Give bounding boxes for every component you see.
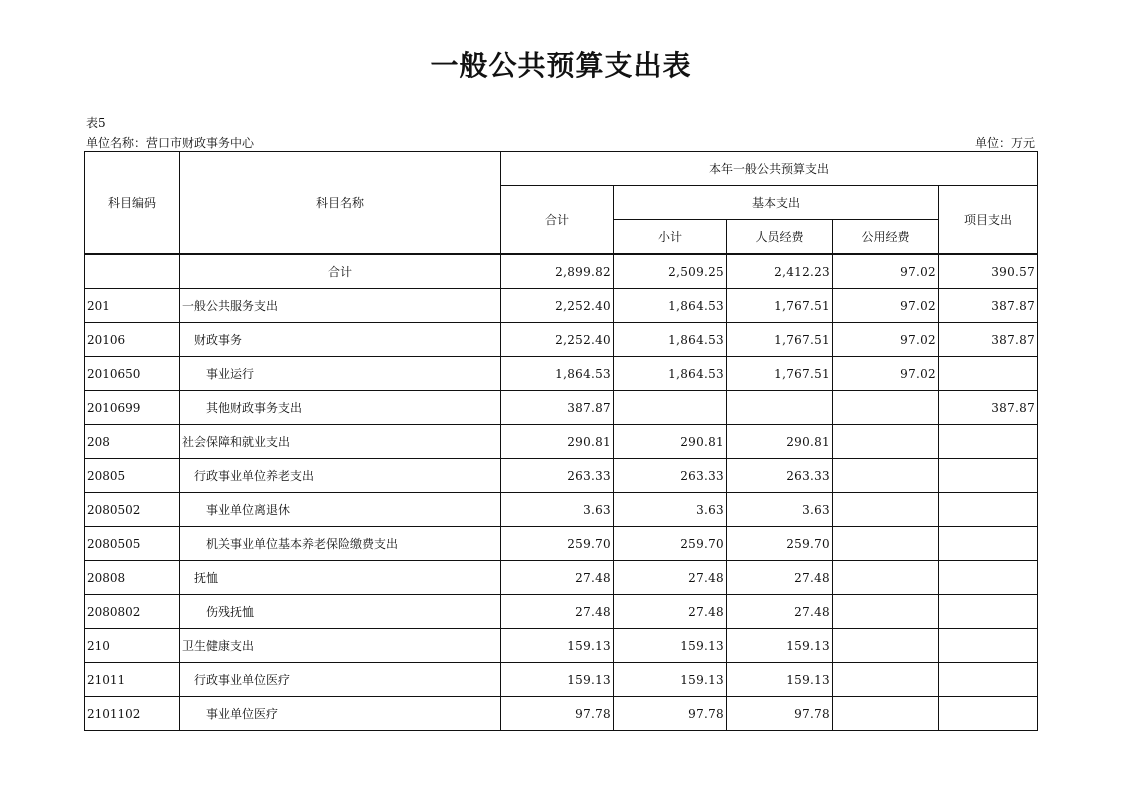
header-personnel: 人员经费 <box>727 220 833 255</box>
cell-public <box>833 697 939 731</box>
cell-subtotal: 259.70 <box>614 527 727 561</box>
cell-code: 210 <box>85 629 180 663</box>
cell-code: 20808 <box>85 561 180 595</box>
cell-code: 21011 <box>85 663 180 697</box>
header-total: 合计 <box>501 186 614 255</box>
cell-code: 2080802 <box>85 595 180 629</box>
cell-total: 387.87 <box>501 391 614 425</box>
header-group: 本年一般公共预算支出 <box>501 152 1038 186</box>
table-row <box>85 357 1038 391</box>
cell-code <box>85 254 180 289</box>
cell-public <box>833 561 939 595</box>
cell-subtotal: 3.63 <box>614 493 727 527</box>
unit-name: 单位名称：营口市财政事务中心 <box>86 136 255 150</box>
cell-personnel: 159.13 <box>727 629 833 663</box>
cell-name: 财政事务 <box>180 323 501 357</box>
table-row <box>85 254 1038 289</box>
table-row <box>85 289 1038 323</box>
cell-subtotal: 1,864.53 <box>614 357 727 391</box>
table-row <box>85 459 1038 493</box>
cell-personnel: 1,767.51 <box>727 323 833 357</box>
cell-project: 387.87 <box>939 323 1038 357</box>
cell-public <box>833 595 939 629</box>
header-code: 科目编码 <box>85 152 180 255</box>
table-row <box>85 527 1038 561</box>
cell-public <box>833 527 939 561</box>
cell-public <box>833 391 939 425</box>
cell-project <box>939 459 1038 493</box>
table-row <box>85 561 1038 595</box>
cell-project <box>939 357 1038 391</box>
cell-total: 2,252.40 <box>501 289 614 323</box>
cell-total: 263.33 <box>501 459 614 493</box>
table-row <box>85 391 1038 425</box>
cell-name: 行政事业单位医疗 <box>180 663 501 697</box>
cell-name: 抚恤 <box>180 561 501 595</box>
cell-project <box>939 697 1038 731</box>
table-row <box>85 629 1038 663</box>
cell-public: 97.02 <box>833 323 939 357</box>
currency-unit: 单位：万元 <box>974 136 1035 150</box>
header-subtotal: 小计 <box>614 220 727 255</box>
cell-personnel: 1,767.51 <box>727 289 833 323</box>
cell-subtotal: 263.33 <box>614 459 727 493</box>
cell-total: 259.70 <box>501 527 614 561</box>
cell-total: 290.81 <box>501 425 614 459</box>
cell-subtotal <box>614 391 727 425</box>
cell-public: 97.02 <box>833 289 939 323</box>
cell-project: 387.87 <box>939 391 1038 425</box>
cell-personnel: 27.48 <box>727 595 833 629</box>
cell-name: 事业单位离退休 <box>180 493 501 527</box>
cell-name: 社会保障和就业支出 <box>180 425 501 459</box>
cell-personnel: 263.33 <box>727 459 833 493</box>
cell-personnel: 159.13 <box>727 663 833 697</box>
cell-code: 2010699 <box>85 391 180 425</box>
table-number: 表5 <box>86 116 106 130</box>
cell-personnel <box>727 391 833 425</box>
cell-code: 2010650 <box>85 357 180 391</box>
cell-code: 2080502 <box>85 493 180 527</box>
table-row <box>85 323 1038 357</box>
cell-public: 97.02 <box>833 357 939 391</box>
header-basic: 基本支出 <box>614 186 939 220</box>
cell-total: 159.13 <box>501 629 614 663</box>
cell-project <box>939 527 1038 561</box>
cell-subtotal: 1,864.53 <box>614 323 727 357</box>
cell-subtotal: 290.81 <box>614 425 727 459</box>
cell-public <box>833 493 939 527</box>
cell-total: 97.78 <box>501 697 614 731</box>
cell-personnel: 97.78 <box>727 697 833 731</box>
cell-public <box>833 629 939 663</box>
cell-total: 159.13 <box>501 663 614 697</box>
cell-total: 27.48 <box>501 561 614 595</box>
cell-name: 机关事业单位基本养老保险缴费支出 <box>180 527 501 561</box>
header-name: 科目名称 <box>180 152 501 255</box>
cell-public <box>833 425 939 459</box>
cell-personnel: 2,412.23 <box>727 254 833 289</box>
table-body <box>85 254 1038 731</box>
cell-personnel: 290.81 <box>727 425 833 459</box>
cell-project <box>939 493 1038 527</box>
cell-code: 201 <box>85 289 180 323</box>
cell-total: 2,899.82 <box>501 254 614 289</box>
cell-subtotal: 2,509.25 <box>614 254 727 289</box>
cell-project <box>939 595 1038 629</box>
cell-project: 387.87 <box>939 289 1038 323</box>
cell-subtotal: 1,864.53 <box>614 289 727 323</box>
cell-code: 20106 <box>85 323 180 357</box>
cell-project <box>939 629 1038 663</box>
cell-public: 97.02 <box>833 254 939 289</box>
cell-code: 208 <box>85 425 180 459</box>
cell-name: 一般公共服务支出 <box>180 289 501 323</box>
cell-project <box>939 561 1038 595</box>
table-row <box>85 663 1038 697</box>
cell-personnel: 259.70 <box>727 527 833 561</box>
table-row <box>85 425 1038 459</box>
cell-name: 事业运行 <box>180 357 501 391</box>
cell-personnel: 27.48 <box>727 561 833 595</box>
cell-subtotal: 159.13 <box>614 629 727 663</box>
cell-name: 行政事业单位养老支出 <box>180 459 501 493</box>
cell-public <box>833 663 939 697</box>
cell-subtotal: 159.13 <box>614 663 727 697</box>
cell-code: 20805 <box>85 459 180 493</box>
header-public: 公用经费 <box>833 220 939 255</box>
cell-project <box>939 425 1038 459</box>
cell-code: 2101102 <box>85 697 180 731</box>
cell-total: 3.63 <box>501 493 614 527</box>
cell-project: 390.57 <box>939 254 1038 289</box>
table-row <box>85 697 1038 731</box>
cell-total: 2,252.40 <box>501 323 614 357</box>
cell-name: 其他财政事务支出 <box>180 391 501 425</box>
budget-table <box>84 151 1038 731</box>
header-project: 项目支出 <box>939 186 1038 255</box>
cell-name: 伤残抚恤 <box>180 595 501 629</box>
cell-subtotal: 27.48 <box>614 595 727 629</box>
cell-personnel: 3.63 <box>727 493 833 527</box>
cell-public <box>833 459 939 493</box>
cell-project <box>939 663 1038 697</box>
page-title: 一般公共预算支出表 <box>430 49 692 82</box>
cell-subtotal: 97.78 <box>614 697 727 731</box>
cell-name: 卫生健康支出 <box>180 629 501 663</box>
table-row <box>85 493 1038 527</box>
cell-name: 事业单位医疗 <box>180 697 501 731</box>
cell-code: 2080505 <box>85 527 180 561</box>
cell-total: 1,864.53 <box>501 357 614 391</box>
cell-total: 27.48 <box>501 595 614 629</box>
table-row <box>85 595 1038 629</box>
cell-name: 合计 <box>180 254 501 289</box>
cell-subtotal: 27.48 <box>614 561 727 595</box>
cell-personnel: 1,767.51 <box>727 357 833 391</box>
